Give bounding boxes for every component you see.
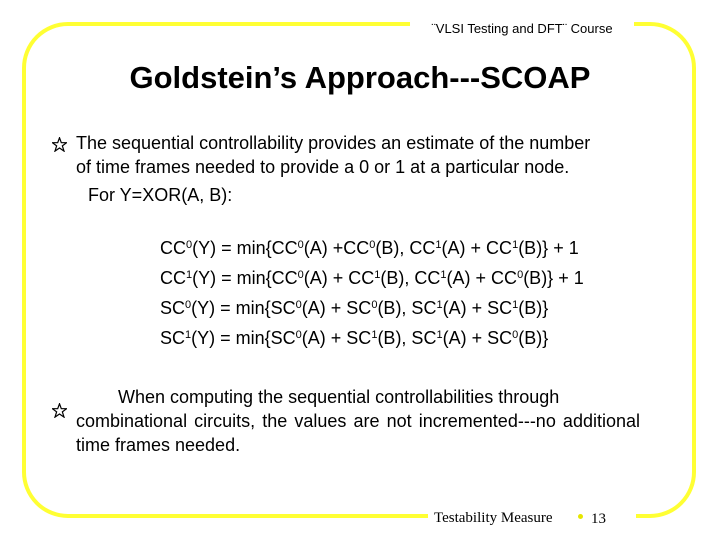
footer-dot	[578, 514, 583, 519]
eq-sup: 1	[512, 299, 519, 311]
xor-definition: For Y=XOR(A, B):	[88, 185, 233, 205]
eq-text: (A) + CC	[303, 268, 375, 288]
paragraph-sequential-controllability	[76, 131, 656, 207]
eq-text: (A) +CC	[303, 238, 370, 258]
eq-text: SC	[160, 328, 186, 348]
equation-cc1	[160, 268, 584, 289]
equation-cc0	[160, 238, 579, 259]
paragraph-line: of time frames needed to provide a 0 or 1 at a particular node.	[76, 157, 570, 177]
eq-sup: 0	[297, 269, 304, 281]
eq-sup: 0	[512, 329, 519, 341]
eq-text: (B)} + 1	[518, 238, 579, 258]
eq-sup: 0	[185, 299, 192, 311]
eq-text: (A) + SC	[301, 328, 372, 348]
page-number: 13	[591, 511, 606, 527]
equation-sc1	[160, 328, 548, 349]
eq-text: (B), SC	[377, 328, 437, 348]
eq-text: (A) + SC	[301, 298, 372, 318]
eq-text: (Y) = min{SC	[191, 298, 296, 318]
eq-text: (Y) = min{SC	[191, 328, 296, 348]
eq-text: SC	[160, 298, 186, 318]
paragraph-text: combinational circuits, the values are not incremented---no additional time frames needed.	[76, 411, 640, 455]
eq-text: CC	[160, 238, 186, 258]
eq-sup: 1	[435, 239, 442, 251]
eq-text: (B), CC	[375, 238, 436, 258]
eq-sup: 1	[440, 269, 447, 281]
eq-text: (B), CC	[380, 268, 441, 288]
eq-sup: 1	[512, 239, 519, 251]
paragraph-combinational-note	[76, 385, 640, 457]
footer-label: Testability Measure	[434, 510, 553, 526]
eq-sup: 1	[185, 329, 192, 341]
eq-sup: 1	[436, 329, 443, 341]
eq-text: (A) + CC	[446, 268, 518, 288]
eq-sup: 0	[371, 299, 378, 311]
eq-text: (A) + SC	[442, 298, 513, 318]
eq-text: (Y) = min{CC	[192, 238, 298, 258]
eq-text: (B)}	[518, 328, 549, 348]
eq-text: (B)} + 1	[523, 268, 584, 288]
eq-sup: 0	[369, 239, 376, 251]
eq-sup: 1	[371, 329, 378, 341]
eq-sup: 0	[517, 269, 524, 281]
eq-sup: 1	[374, 269, 381, 281]
paragraph-line: When computing the sequential controllabilities through	[118, 387, 560, 407]
star-icon	[52, 137, 67, 152]
eq-text: (B)}	[518, 298, 549, 318]
eq-sup: 0	[295, 329, 302, 341]
eq-text: (A) + CC	[441, 238, 513, 258]
eq-text: CC	[160, 268, 186, 288]
eq-sup: 0	[295, 299, 302, 311]
paragraph-line: The sequential controllability provides an estimate of the number	[76, 133, 591, 153]
eq-text: (A) + SC	[442, 328, 513, 348]
course-label: ¨VLSI Testing and DFT¨ Course	[410, 20, 634, 38]
eq-sup: 1	[186, 269, 193, 281]
slide-title: Goldstein’s Approach---SCOAP	[129, 60, 591, 95]
eq-sup: 0	[186, 239, 193, 251]
eq-sup: 0	[297, 239, 304, 251]
eq-text: (Y) = min{CC	[192, 268, 298, 288]
eq-sup: 1	[436, 299, 443, 311]
equation-sc0	[160, 298, 548, 319]
eq-text: (B), SC	[377, 298, 437, 318]
star-icon	[52, 403, 67, 418]
